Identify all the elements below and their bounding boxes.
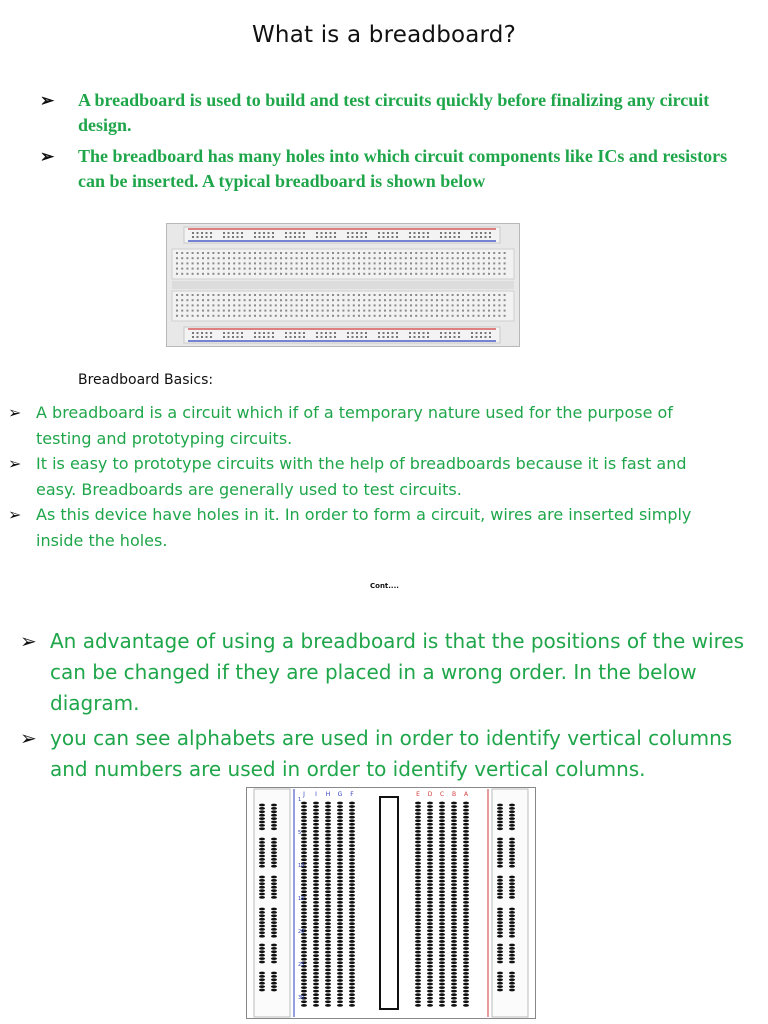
basics-bullet-text: A breadboard is a circuit which if of a temporary nature used for the purpose of testing and prototyping circuits. xyxy=(36,403,673,448)
intro-bullet-list xyxy=(40,88,740,200)
section-heading: Breadboard Basics: xyxy=(78,372,214,388)
intro-bullet-item xyxy=(40,144,740,194)
row-number-label: 25 xyxy=(298,962,305,968)
arrow-bullet-icon: ➢ xyxy=(20,726,37,750)
basics-bullet-item xyxy=(8,502,728,553)
row-number-label: 30 xyxy=(298,995,305,1001)
basics-bullet-text: It is easy to prototype circuits with the help of breadboards because it is fast and easy. Breadboards are generally used to test circuits. xyxy=(36,454,687,499)
column-letter-label: F xyxy=(350,791,354,798)
column-letter-label: C xyxy=(439,791,445,798)
arrow-bullet-icon: ➢ xyxy=(40,147,55,166)
arrow-bullet-icon: ➢ xyxy=(40,91,55,110)
basics-bullet-item xyxy=(8,451,728,502)
breadboard-photo xyxy=(166,223,520,347)
page-title: What is a breadboard? xyxy=(251,22,517,48)
arrow-bullet-icon: ➢ xyxy=(8,403,22,422)
column-letter-label: A xyxy=(463,791,469,798)
arrow-bullet-icon: ➢ xyxy=(8,454,22,473)
row-number-label: 5 xyxy=(298,830,302,836)
row-number-label: 15 xyxy=(298,896,305,902)
advantage-bullet-text: An advantage of using a breadboard is that the positions of the wires can be changed if they are placed in a wrong order. In the below diagram. xyxy=(50,629,745,715)
intro-bullet-text: A breadboard is used to build and test circuits quickly before finalizing any circuit design. xyxy=(78,90,710,135)
column-letter-label: I xyxy=(315,791,317,798)
column-letter-label: J xyxy=(303,791,305,798)
advantage-bullet-list xyxy=(20,626,760,789)
column-letter-label: E xyxy=(416,791,420,798)
advantage-bullet-text: you can see alphabets are used in order to identify vertical columns and numbers are used in order to identify vertical columns. xyxy=(50,726,733,781)
column-letter-label: B xyxy=(451,791,457,798)
column-letter-label: D xyxy=(427,791,433,798)
arrow-bullet-icon: ➢ xyxy=(20,629,37,653)
basics-bullet-text: As this device have holes in it. In order to form a circuit, wires are inserted simply inside the holes. xyxy=(36,505,692,550)
row-number-label: 1 xyxy=(298,797,302,803)
breadboard-diagram xyxy=(246,787,536,1019)
basics-bullet-list xyxy=(8,400,728,553)
arrow-bullet-icon: ➢ xyxy=(8,505,22,524)
continuation-label: Cont.... xyxy=(370,582,399,590)
column-letter-label: G xyxy=(337,791,343,798)
intro-bullet-item xyxy=(40,88,740,138)
basics-bullet-item xyxy=(8,400,728,451)
advantage-bullet-item xyxy=(20,723,760,785)
row-number-label: 10 xyxy=(298,863,305,869)
column-letter-label: H xyxy=(325,791,331,798)
row-number-label: 20 xyxy=(298,929,305,935)
intro-bullet-text: The breadboard has many holes into which circuit components like ICs and resistors can be inserted. A typical breadboard is shown below xyxy=(78,146,728,191)
advantage-bullet-item xyxy=(20,626,760,719)
